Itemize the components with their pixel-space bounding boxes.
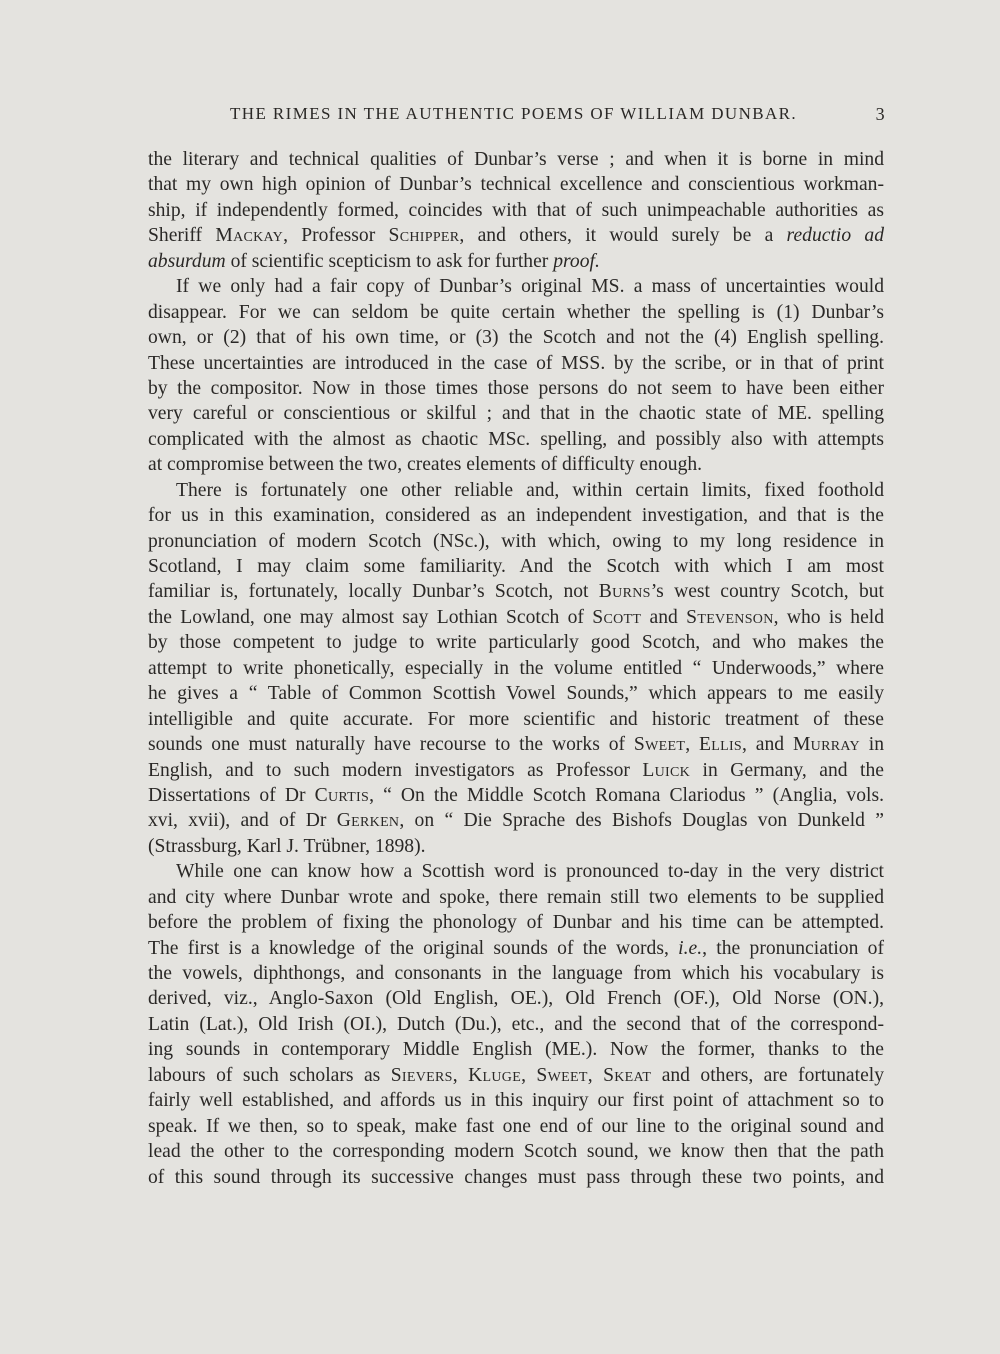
text-line: [148, 910, 884, 935]
text-line: [148, 452, 884, 477]
italic-text: reductio ad: [786, 225, 884, 247]
text-run: pronunciation of modern Scotch (NSc.), with which, owing to my long residence in: [148, 530, 884, 552]
text-line: [148, 147, 884, 172]
small-caps-name: Murray: [792, 734, 860, 756]
text-run: by the compositor. Now in those times those persons do not seem to have been either: [148, 377, 884, 399]
text-run: of scientific scepticism to ask for further: [225, 250, 554, 272]
text-run: the Lowland, one may almost say Lothian Scotch of: [148, 606, 593, 628]
text-run: in: [859, 734, 885, 756]
text-run: complicated with the almost as chaotic MSc. spelling, and possibly also with attempts: [148, 428, 884, 450]
text-run: disappear. For we can seldom be quite certain whether the spelling is (1) Dunbar’s: [148, 301, 884, 323]
page-number: 3: [875, 104, 886, 124]
text-run: The first is a knowledge of the original sounds of the words,: [148, 937, 679, 959]
small-caps-name: Sweet: [633, 734, 686, 756]
text-line: [148, 986, 884, 1011]
text-line: [148, 961, 884, 986]
text-run: xvi, xvii), and of Dr: [148, 810, 337, 832]
small-caps-name: Kluge: [468, 1064, 522, 1086]
italic-text: proof.: [553, 250, 600, 272]
text-run: (Strassburg, Karl J. Trübner, 1898).: [148, 835, 426, 857]
text-run: sounds one must naturally have recourse to the works of: [148, 734, 634, 756]
text-run: derived, viz., Anglo-Saxon (Old English, OE.), Old French (OF.), Old Norse (ON.),: [148, 988, 884, 1010]
text-run: ’s west country Scotch, but: [650, 581, 885, 603]
text-line: [148, 707, 884, 732]
small-caps-name: Gerken: [336, 810, 400, 832]
text-run: ,: [452, 1064, 469, 1086]
text-run: ,: [587, 1064, 604, 1086]
text-run: labours of such scholars as: [148, 1064, 391, 1086]
text-run: for us in this examination, considered as an independent investigation, and that is the: [148, 505, 884, 527]
text-run: , who is held: [773, 606, 885, 628]
text-line: [148, 630, 884, 655]
text-run: There is fortunately one other reliable and, within certain limits, fixed foothold: [176, 479, 884, 501]
text-line: [148, 732, 884, 757]
text-line: [148, 554, 884, 579]
small-caps-name: Scott: [592, 606, 642, 628]
running-title: THE RIMES IN THE AUTHENTIC POEMS OF WILLIAM DUNBAR.: [230, 104, 798, 123]
small-caps-name: Ellis: [698, 734, 743, 756]
text-line: [148, 172, 884, 197]
text-run: , and others, it would surely be a: [459, 225, 787, 247]
text-run: ship, if independently formed, coincides with that of such unimpeachable authorities as: [148, 199, 884, 221]
text-run: English, and to such modern investigators as Professor: [148, 759, 643, 781]
small-caps-name: Luick: [642, 759, 691, 781]
text-line: [148, 681, 884, 706]
text-run: attempt to write phonetically, especially in the volume entitled “ Underwoods,” where: [148, 657, 884, 679]
text-line: [148, 503, 884, 528]
text-run: by those competent to judge to write particularly good Scotch, and who makes the: [148, 632, 884, 654]
text-line: [148, 783, 884, 808]
text-line: [148, 808, 884, 833]
text-line: [148, 1114, 884, 1139]
text-line: [148, 1088, 884, 1113]
text-line: [148, 936, 884, 961]
text-run: ,: [521, 1064, 537, 1086]
small-caps-name: Burns: [598, 581, 651, 603]
text-run: , Professor: [283, 225, 389, 247]
text-line: [148, 223, 884, 248]
text-run: that my own high opinion of Dunbar’s technical excellence and conscientious workman-: [148, 174, 884, 196]
text-run: , “ On the Middle Scotch Romana Clariodus ” (Anglia, vols.: [369, 784, 884, 806]
text-line: [148, 758, 884, 783]
text-line: [148, 300, 884, 325]
text-line: [148, 478, 884, 503]
small-caps-name: Sweet: [536, 1064, 588, 1086]
text-line: [148, 579, 884, 604]
text-line: [148, 249, 884, 274]
small-caps-name: Stevenson: [686, 606, 774, 628]
text-run: , on “ Die Sprache des Bishofs Douglas von Dunkeld ”: [399, 810, 884, 832]
text-run: These uncertainties are introduced in the case of MSS. by the scribe, or in that of print: [148, 352, 884, 374]
text-run: and: [641, 606, 687, 628]
small-caps-name: Sievers: [390, 1064, 453, 1086]
text-line: [148, 834, 884, 859]
text-run: he gives a “ Table of Common Scottish Vowel Sounds,” which appears to me easily: [148, 683, 884, 705]
text-line: [148, 376, 884, 401]
text-line: [148, 859, 884, 884]
text-run: own, or (2) that of his own time, or (3) the Scotch and not the (4) English spelling.: [148, 327, 884, 349]
text-run: very careful or conscientious or skilful ; and that in the chaotic state of ME. spelling: [148, 403, 884, 425]
text-run: of this sound through its successive changes must pass through these two points, and: [148, 1166, 884, 1188]
text-run: at compromise between the two, creates elements of difficulty enough.: [148, 454, 703, 476]
text-run: speak. If we then, so to speak, make fast one end of our line to the original sound and: [148, 1115, 884, 1137]
small-caps-name: Schipper: [388, 225, 460, 247]
text-run: Scotland, I may claim some familiarity. And the Scotch with which I am most: [148, 556, 884, 577]
running-head: [148, 104, 886, 128]
text-run: ing sounds in contemporary Middle English (ME.). Now the former, thanks to the: [148, 1039, 884, 1061]
text-line: [148, 351, 884, 376]
text-run: familiar is, fortunately, locally Dunbar’s Scotch, not: [148, 581, 599, 603]
body-text: [148, 147, 884, 1190]
small-caps-name: Curtis: [314, 784, 370, 806]
text-line: [148, 1139, 884, 1164]
text-run: the vowels, diphthongs, and consonants in the language from which his vocabulary is: [148, 963, 884, 984]
text-run: , the pronunciation of: [702, 937, 885, 959]
text-run: in Germany, and the: [690, 759, 884, 781]
text-run: If we only had a fair copy of Dunbar’s original MS. a mass of uncertainties would: [176, 276, 884, 298]
text-line: [148, 1165, 884, 1190]
text-line: [148, 198, 884, 223]
small-caps-name: Mackay: [215, 225, 284, 247]
text-run: intelligible and quite accurate. For more scientific and historic treatment of these: [148, 708, 884, 730]
text-run: ,: [685, 734, 699, 756]
text-line: [148, 325, 884, 350]
italic-text: i.e.: [678, 937, 703, 959]
text-line: [148, 605, 884, 630]
text-run: lead the other to the corresponding modern Scotch sound, we know then that the path: [148, 1141, 884, 1163]
text-line: [148, 656, 884, 681]
text-run: and others, are fortunately: [651, 1064, 885, 1086]
text-line: [148, 529, 884, 554]
text-line: [148, 1063, 884, 1088]
text-line: [148, 401, 884, 426]
text-run: Dissertations of Dr: [148, 784, 315, 806]
text-line: [148, 427, 884, 452]
text-run: fairly well established, and affords us in this inquiry our first point of attachment so to: [148, 1090, 884, 1112]
text-run: Latin (Lat.), Old Irish (OI.), Dutch (Du.), etc., and the second that of the correspond-: [148, 1013, 884, 1035]
text-line: [148, 274, 884, 299]
text-line: [148, 885, 884, 910]
text-run: While one can know how a Scottish word is pronounced to-day in the very district: [176, 861, 884, 883]
text-line: [148, 1037, 884, 1062]
text-run: the literary and technical qualities of Dunbar’s verse ; and when it is borne in mind: [148, 149, 884, 170]
text-line: [148, 1012, 884, 1037]
small-caps-name: Skeat: [603, 1064, 652, 1086]
text-run: Sheriff: [148, 225, 216, 247]
text-run: , and: [742, 734, 793, 756]
text-run: and city where Dunbar wrote and spoke, there remain still two elements to be supplied: [148, 886, 884, 908]
italic-text: absurdum: [148, 250, 226, 272]
text-run: before the problem of fixing the phonology of Dunbar and his time can be attempted.: [148, 912, 884, 934]
